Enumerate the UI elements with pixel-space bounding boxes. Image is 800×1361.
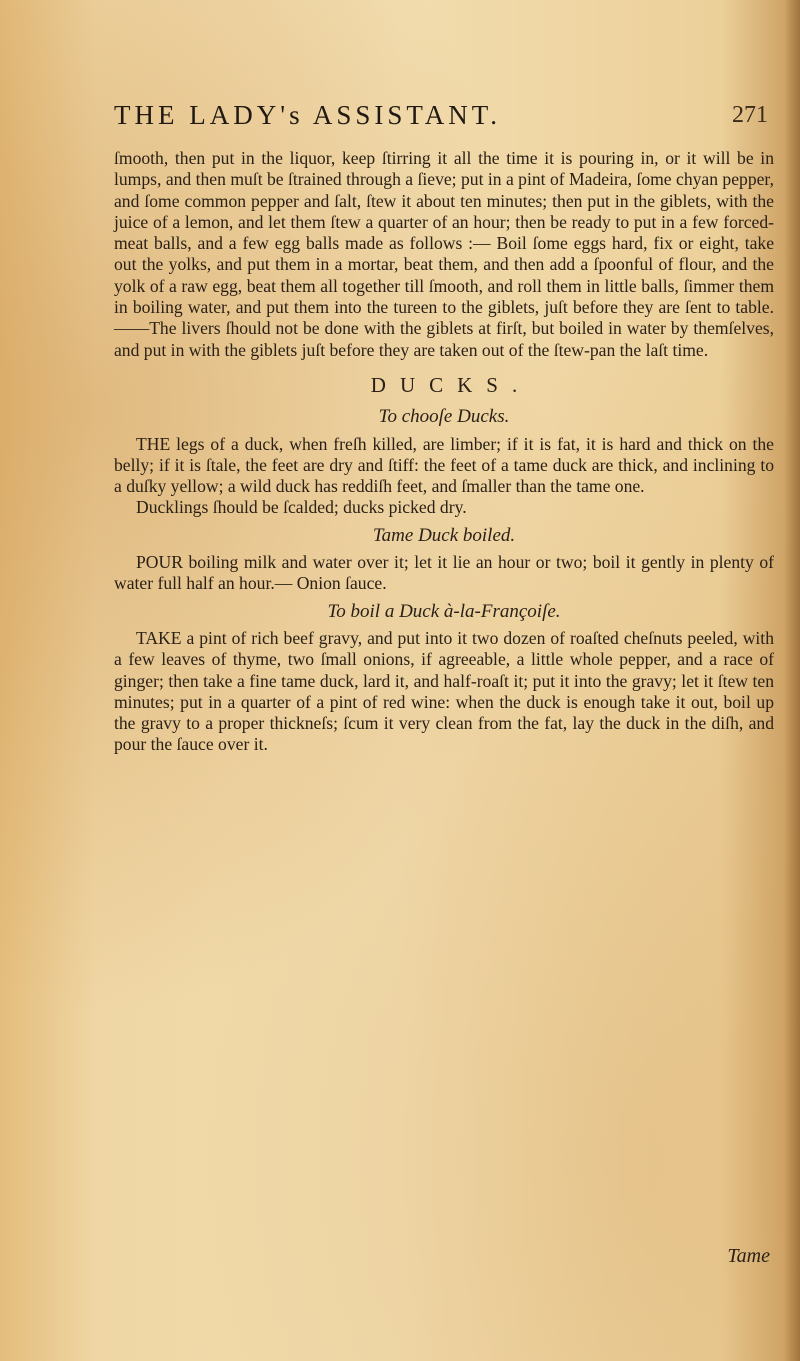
recipe-title: To chooſe Ducks. <box>378 406 510 428</box>
recipe-title: Tame Duck boiled. <box>372 524 516 546</box>
recipe-paragraph: TAKE a pint of rich beef gravy, and put into it two dozen of roaſted cheſnuts peeled, with a few leaves of thyme, two ſmall onions, if agreeable, a little whole pepper, and a race of ginger; then take a fine tame duck, lard it, and half-roaſt it; put it into the gravy; let it ſtew ten minutes; put in a quarter of a pint of red wine: when the duck is enough take it out, boil up the gravy to a proper thickneſs; ſcum it very clean from the fat, lay the duck in the diſh, and pour the ſauce over it. <box>114 627 774 755</box>
body-text <box>114 148 774 756</box>
recipe-paragraph: Ducklings ſhould be ſcalded; ducks picked dry. <box>136 497 467 518</box>
recipe-tame-duck-boiled <box>114 525 774 595</box>
catchword: Tame <box>727 1245 770 1267</box>
recipe-choose-ducks <box>114 406 774 518</box>
recipe-title: To boil a Duck à-la-Françoiſe. <box>327 600 561 622</box>
page-header <box>114 100 774 134</box>
recipe-paragraph: THE legs of a duck, when freſh killed, are limber; if it is fat, it is hard and thick on the belly; if it is ſtale, the feet are dry and ſtiff: the feet of a tame duck are thick, and inclining to a duſky yellow; a wild duck has reddiſh feet, and ſmaller than the tame one. <box>114 433 774 497</box>
recipe-paragraph: POUR boiling milk and water over it; let it lie an hour or two; boil it gently in plenty of water full half an hour.— Onion ſauce. <box>114 552 774 594</box>
intro-paragraph: ſmooth, then put in the liquor, keep ſtirring it all the time it is pouring in, or it will be in lumps, and then muſt be ſtrained through a ſieve; put in a pint of Madeira, ſome chyan pepper, and ſome common pepper and ſalt, ſtew it about ten minutes; then put in the giblets, with the juice of a lemon, and let them ſtew a quarter of an hour; then be ready to put in a few forced-meat balls, and a few egg balls made as follows :— Boil ſome eggs hard, fix or eight, take out the yolks, and put them in a mortar, beat them, and then add a ſpoonful of flour, and the yolk of a raw egg, beat them all together till ſmooth, and roll them in little balls, ſimmer them in boiling water, and put them into the tureen to the giblets, juſt before they are ſent to table.——The livers ſhould not be done with the giblets at firſt, but boiled in water by themſelves, and put in with the giblets juſt before they are taken out of the ſtew-pan the laſt time. <box>114 148 774 360</box>
recipe-duck-a-la-francoise <box>114 601 774 756</box>
section-heading: DUCKS. <box>370 372 532 397</box>
page-number: 271 <box>732 102 768 128</box>
running-head: THE LADY's ASSISTANT. <box>114 100 501 130</box>
